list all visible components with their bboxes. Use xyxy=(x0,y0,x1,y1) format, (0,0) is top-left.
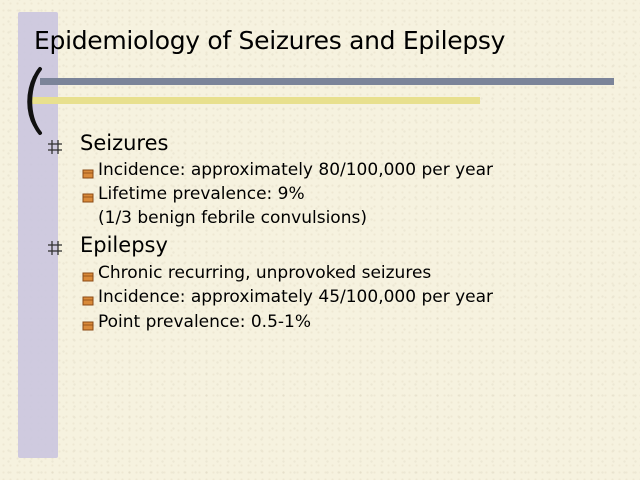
list-item: Point prevalence: 0.5-1% xyxy=(98,312,311,332)
title-rule-yellow xyxy=(28,97,480,104)
square-bullet-icon xyxy=(82,191,94,203)
title-rule-blue xyxy=(40,78,614,85)
list-item: Incidence: approximately 45/100,000 per year xyxy=(98,287,494,307)
list-item-continuation: (1/3 benign febrile convulsions) xyxy=(98,208,367,228)
hash-bullet-icon xyxy=(46,239,64,257)
list-item: Chronic recurring, unprovoked seizures xyxy=(98,263,432,283)
section-heading-epilepsy: Epilepsy xyxy=(80,233,168,257)
square-bullet-icon xyxy=(82,294,94,306)
hash-bullet-icon xyxy=(46,138,64,156)
list-item: Lifetime prevalence: 9% xyxy=(98,184,305,204)
square-bullet-icon xyxy=(82,167,94,179)
bracket-icon xyxy=(20,66,50,136)
list-item: Incidence: approximately 80/100,000 per year xyxy=(98,160,494,180)
square-bullet-icon xyxy=(82,270,94,282)
section-heading-seizures: Seizures xyxy=(80,131,169,155)
square-bullet-icon xyxy=(82,319,94,331)
slide-title: Epidemiology of Seizures and Epilepsy xyxy=(34,26,506,55)
